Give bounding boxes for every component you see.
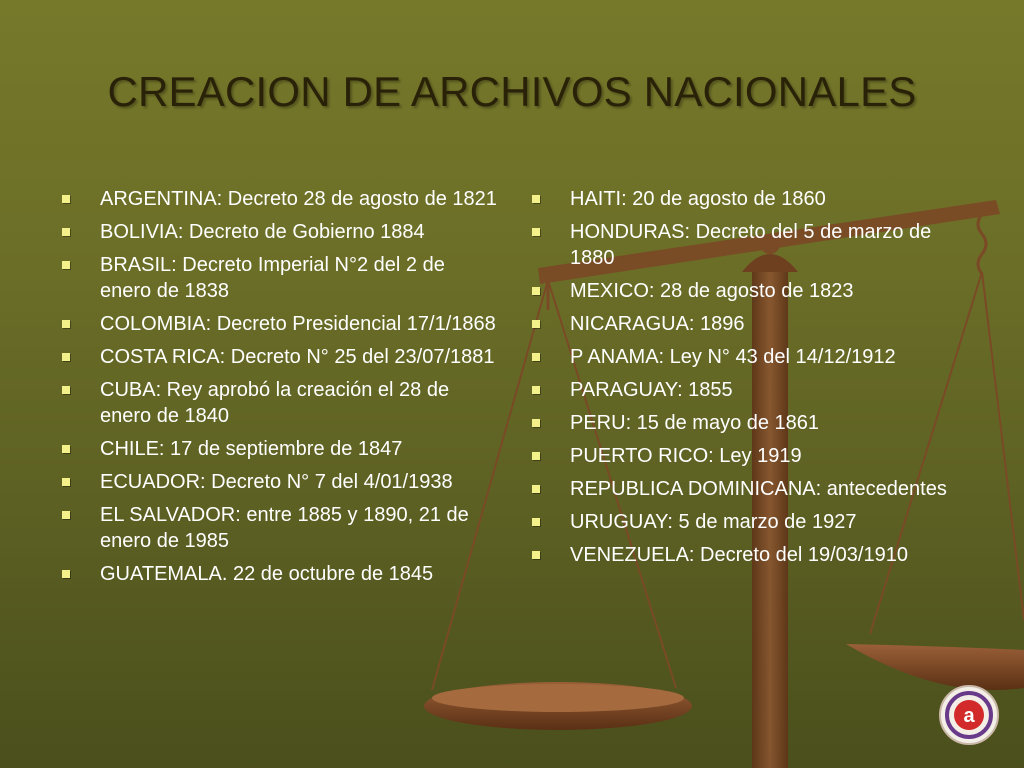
square-bullet-icon [532, 320, 540, 328]
list-item-text: URUGUAY: 5 de marzo de 1927 [570, 511, 857, 533]
list-item [60, 186, 500, 212]
square-bullet-icon [532, 551, 540, 559]
right-country-list [530, 186, 960, 575]
list-item [530, 476, 960, 502]
list-item [60, 436, 500, 462]
list-item-text: PERU: 15 de mayo de 1861 [570, 412, 820, 434]
list-item-text: BRASIL: Decreto Imperial N°2 del 2 de enero de 1838 [100, 254, 445, 302]
square-bullet-icon [532, 518, 540, 526]
square-bullet-icon [62, 570, 70, 578]
list-item-text: PARAGUAY: 1855 [570, 379, 733, 401]
slide-title: CREACION DE ARCHIVOS NACIONALES [107, 68, 917, 115]
list-item [530, 509, 960, 535]
list-item-text: REPUBLICA DOMINICANA: antecedentes [570, 478, 947, 500]
left-country-list [60, 186, 500, 594]
square-bullet-icon [532, 386, 540, 394]
list-item [60, 502, 500, 554]
list-item-text: PUERTO RICO: Ley 1919 [570, 445, 802, 467]
list-item [530, 278, 960, 304]
list-item [530, 311, 960, 337]
list-item [530, 377, 960, 403]
square-bullet-icon [532, 485, 540, 493]
list-item-text: GUATEMALA. 22 de octubre de 1845 [100, 563, 434, 585]
square-bullet-icon [62, 353, 70, 361]
square-bullet-icon [532, 452, 540, 460]
list-item [60, 377, 500, 429]
list-item-text: NICARAGUA: 1896 [570, 313, 745, 335]
list-item [60, 219, 500, 245]
list-item [60, 561, 500, 587]
list-item [60, 344, 500, 370]
svg-text:a: a [963, 705, 975, 727]
logo-icon [938, 684, 1000, 746]
square-bullet-icon [532, 353, 540, 361]
list-item [530, 443, 960, 469]
square-bullet-icon [62, 195, 70, 203]
list-item [60, 311, 500, 337]
list-item [530, 410, 960, 436]
square-bullet-icon [62, 386, 70, 394]
list-item-text: MEXICO: 28 de agosto de 1823 [570, 280, 854, 302]
square-bullet-icon [62, 320, 70, 328]
square-bullet-icon [62, 261, 70, 269]
square-bullet-icon [532, 228, 540, 236]
square-bullet-icon [532, 287, 540, 295]
square-bullet-icon [62, 228, 70, 236]
list-item-text: HAITI: 20 de agosto de 1860 [570, 188, 826, 210]
square-bullet-icon [62, 445, 70, 453]
list-item [60, 252, 500, 304]
square-bullet-icon [62, 511, 70, 519]
list-item-text: P ANAMA: Ley N° 43 del 14/12/1912 [570, 346, 896, 368]
list-item-text: COLOMBIA: Decreto Presidencial 17/1/1868 [100, 313, 496, 335]
square-bullet-icon [62, 478, 70, 486]
square-bullet-icon [532, 419, 540, 427]
list-item-text: COSTA RICA: Decreto N° 25 del 23/07/1881 [100, 346, 495, 368]
list-item [530, 219, 960, 271]
square-bullet-icon [532, 195, 540, 203]
list-item [530, 344, 960, 370]
list-item [530, 542, 960, 568]
list-item-text: ECUADOR: Decreto N° 7 del 4/01/1938 [100, 471, 453, 493]
list-item-text: ARGENTINA: Decreto 28 de agosto de 1821 [100, 188, 497, 210]
list-item-text: CUBA: Rey aprobó la creación el 28 de enero de 1840 [100, 379, 450, 427]
list-item-text: BOLIVIA: Decreto de Gobierno 1884 [100, 221, 425, 243]
list-item-text: VENEZUELA: Decreto del 19/03/1910 [570, 544, 908, 566]
list-item [60, 469, 500, 495]
list-item-text: HONDURAS: Decreto del 5 de marzo de 1880 [570, 221, 932, 269]
list-item [530, 186, 960, 212]
list-item-text: EL SALVADOR: entre 1885 y 1890, 21 de enero de 1985 [100, 504, 469, 552]
list-item-text: CHILE: 17 de septiembre de 1847 [100, 438, 403, 460]
